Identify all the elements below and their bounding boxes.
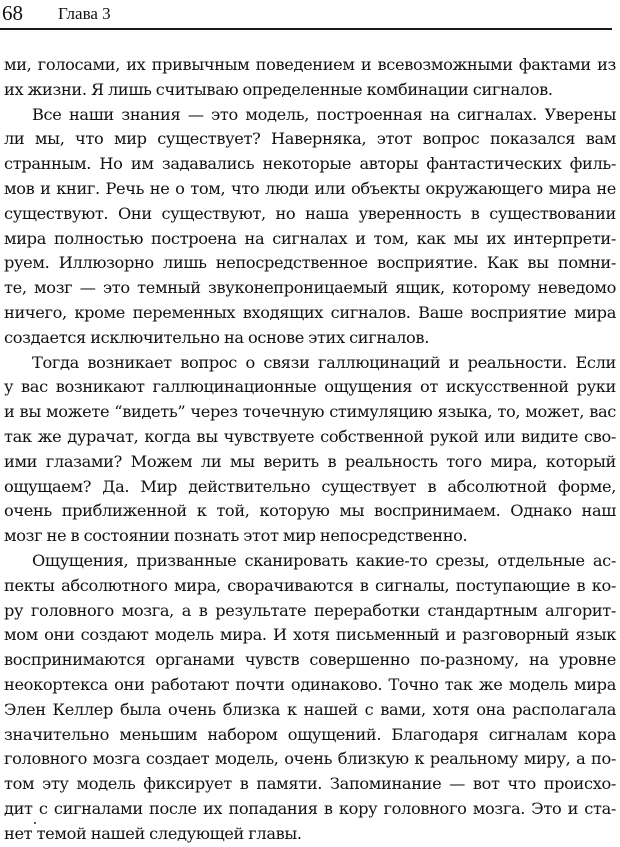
text-line: ми, голосами, их привычным поведением и всевозможными фактами из — [4, 55, 616, 74]
page-speck — [34, 822, 36, 824]
text-line: пекты абсолютного мира, сворачиваются в сигналы, поступающие в ко- — [4, 575, 616, 595]
page-number: 68 — [2, 1, 23, 25]
text-line: Тогда возникает вопрос о связи галлюцинаций и реальности. Если — [32, 352, 616, 372]
text-line: мозг не в состоянии познать этот мир непосредственно. — [4, 526, 468, 546]
text-line: так же дурачат, когда вы чувствуете собственной рукой или видите сво- — [4, 426, 616, 446]
text-line: мов и книг. Речь не о том, что люди или объекты окружающего мира не — [4, 178, 616, 198]
text-line: их жизни. Я лишь считываю определенные комбинации сигналов. — [4, 79, 553, 99]
text-line: создается исключительно на основе этих сигналов. — [4, 327, 429, 347]
text-line: мом они создают модель мира. И хотя письменный и разговорный язык — [4, 625, 616, 645]
text-line: том эту модель фиксирует в памяти. Запоминание — вот что происхо- — [4, 774, 616, 794]
text-line: воспринимаются органами чувств совершенно по-разному, на уровне — [4, 650, 616, 670]
paragraph — [4, 549, 616, 847]
text-line: неокортекса они работают почти одинаково. Точно так же модель мира — [4, 674, 616, 694]
text-line: очень приближенной к той, которую мы воспринимаем. Однако наш — [4, 501, 616, 521]
text-line: нет темой нашей следующей главы. — [4, 823, 302, 843]
paragraph — [4, 351, 616, 549]
paragraph — [4, 103, 616, 351]
page-header — [0, 0, 612, 30]
text-line: и вы можете “видеть” через точечную стимуляцию языка, то, может, вас — [4, 402, 616, 422]
running-head: Глава 3 — [58, 4, 111, 23]
paragraph — [4, 53, 616, 103]
text-line: руем. Иллюзорно лишь непосредственное восприятие. Как вы помни- — [4, 253, 616, 273]
text-line: головного мозга создает модель, очень близкую к реальному миру, а по- — [4, 749, 616, 769]
text-line: ими глазами? Можем ли мы верить в реальность того мира, который — [4, 451, 616, 471]
text-line: существуют. Они существуют, но наша уверенность в существовании — [4, 203, 616, 223]
text-line: Элен Келлер была очень близка к нашей с вами, хотя она располагала — [4, 699, 616, 719]
text-line: у вас возникают галлюцинационные ощущения от искусственной руки — [4, 377, 616, 397]
text-line: ру головного мозга, а в результате переработки стандартным алгорит- — [4, 600, 616, 620]
text-line: Все наши знания — это модель, построенная на сигналах. Уверены — [32, 104, 616, 124]
text-line: значительно меньшим набором ощущений. Благодаря сигналам кора — [4, 724, 616, 744]
text-line: ничего, кроме переменных входящих сигналов. Ваше восприятие мира — [4, 302, 616, 322]
body-text — [4, 53, 616, 847]
text-line: ли мы, что мир существует? Наверняка, этот вопрос показался вам — [4, 129, 616, 149]
text-line: странным. Но им задавались некоторые авторы фантастических филь- — [4, 154, 616, 174]
text-line: дит с сигналами после их попадания в кору головного мозга. Это и ста- — [4, 798, 616, 818]
text-line: ощущаем? Да. Мир действительно существует в абсолютной форме, — [4, 476, 616, 496]
text-line: те, мозг — это темный звуконепроницаемый ящик, которому неведомо — [4, 278, 616, 298]
text-line: Ощущения, призванные сканировать какие-то срезы, отдельные ас- — [32, 550, 616, 570]
text-line: мира полностью построена на сигналах и том, как мы их интерпрети- — [4, 228, 616, 248]
